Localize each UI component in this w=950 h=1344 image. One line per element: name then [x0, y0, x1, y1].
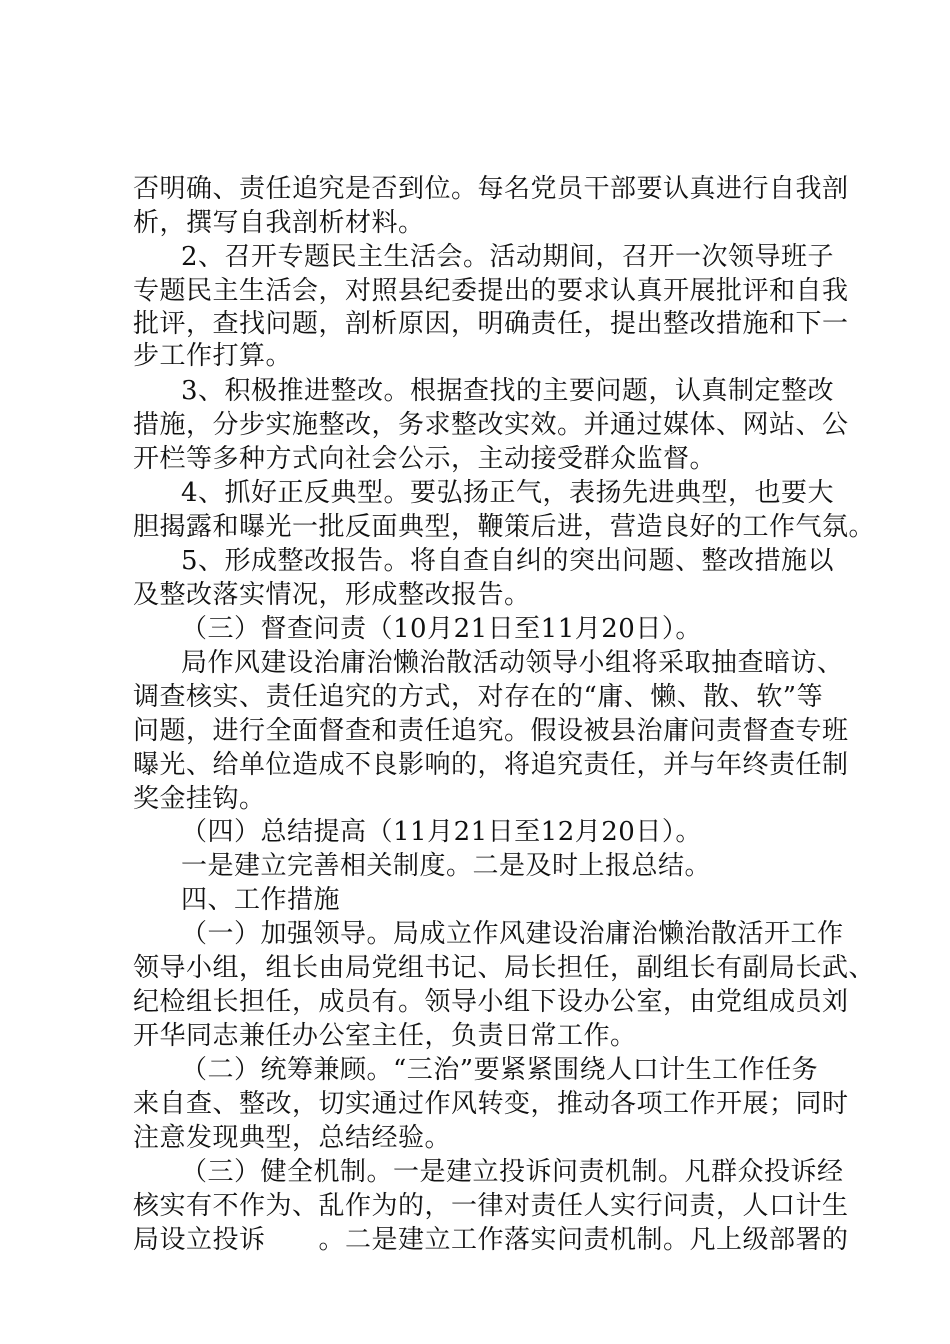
- text-line: 3、积极推进整改。根据查找的主要问题，认真制定整改: [181, 376, 835, 406]
- text-line: （三）健全机制。一是建立投诉问责机制。凡群众投诉经: [181, 1157, 844, 1187]
- text-line: 来自查、整改，切实通过作风转变，推动各项工作开展；同时: [133, 1089, 849, 1119]
- text-line: 步工作打算。: [133, 341, 293, 371]
- text-line: 胆揭露和曝光一批反面典型，鞭策后进，营造良好的工作气氛。: [133, 512, 876, 542]
- text-line: 领导小组，组长由局党组书记、局长担任，副组长有副局长武、: [133, 953, 876, 983]
- text-line: 注意发现典型，总结经验。: [133, 1123, 452, 1153]
- text-line: 析，撰写自我剖析材料。: [133, 208, 425, 238]
- text-line: 局设立投诉 。二是建立工作落实问责机制。凡上级部署的: [133, 1225, 849, 1255]
- text-line: 2、召开专题民主生活会。活动期间，召开一次领导班子: [181, 242, 835, 272]
- text-line: 曝光、给单位造成不良影响的，将追究责任，并与年终责任制: [133, 750, 849, 780]
- text-line: 局作风建设治庸治懒治散活动领导小组将采取抽查暗访、: [181, 648, 844, 678]
- text-line: 一是建立完善相关制度。二是及时上报总结。: [181, 851, 712, 881]
- text-line: 纪检组长担任，成员有。领导小组下设办公室，由党组成员刘: [133, 987, 849, 1017]
- section-heading: 四、工作措施: [181, 885, 341, 915]
- text-line: 措施，分步实施整改，务求整改实效。并通过媒体、网站、公: [133, 410, 849, 440]
- text-line: 专题民主生活会，对照县纪委提出的要求认真开展批评和自我: [133, 276, 849, 306]
- text-line: 开华同志兼任办公室主任，负责日常工作。: [133, 1021, 637, 1051]
- text-line: （一）加强领导。局成立作风建设治庸治懒治散活开工作: [181, 919, 844, 949]
- text-line: 批评，查找问题，剖析原因，明确责任，提出整改措施和下一: [133, 309, 849, 339]
- text-line: 奖金挂钩。: [133, 784, 266, 814]
- text-line: 核实有不作为、乱作为的，一律对责任人实行问责，人口计生: [133, 1191, 849, 1221]
- text-line: 问题，进行全面督查和责任追究。假设被县治庸问责督查专班: [133, 716, 849, 746]
- text-line: 调查核实、责任追究的方式，对存在的“庸、懒、散、软”等: [133, 682, 824, 712]
- text-line: 开栏等多种方式向社会公示，主动接受群众监督。: [133, 444, 717, 474]
- text-line: （四）总结提高（11月21日至12月20日）。: [181, 817, 702, 847]
- text-line: 及整改落实情况，形成整改报告。: [133, 580, 531, 610]
- text-line: 否明确、责任追究是否到位。每名党员干部要认真进行自我剖: [133, 174, 849, 204]
- text-line: 4、抓好正反典型。要弘扬正气，表扬先进典型，也要大: [181, 478, 835, 508]
- text-line: （二）统筹兼顾。“三治”要紧紧围绕人口计生工作任务: [181, 1055, 819, 1085]
- text-line: （三）督查问责（10月21日至11月20日）。: [181, 614, 702, 644]
- text-line: 5、形成整改报告。将自查自纠的突出问题、整改措施以: [181, 546, 835, 576]
